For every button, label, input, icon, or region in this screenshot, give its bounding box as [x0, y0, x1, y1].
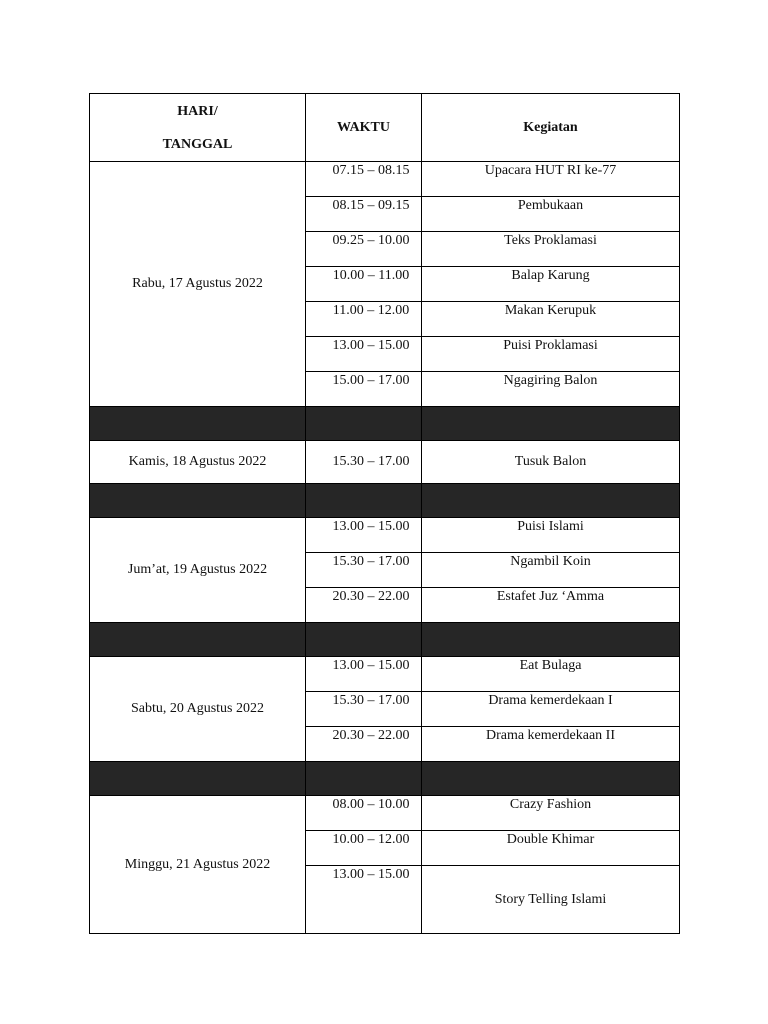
- table-row: [90, 518, 680, 553]
- activity-cell: Eat Bulaga: [422, 657, 680, 692]
- activity-cell: Makan Kerupuk: [422, 302, 680, 337]
- header-row: [90, 94, 680, 162]
- day-cell: Rabu, 17 Agustus 2022: [90, 162, 306, 407]
- time-cell: 15.30 – 17.00: [306, 441, 422, 484]
- activity-cell: Drama kemerdekaan I: [422, 692, 680, 727]
- activity-cell: Pembukaan: [422, 197, 680, 232]
- activity-cell: Teks Proklamasi: [422, 232, 680, 267]
- day-cell: Kamis, 18 Agustus 2022: [90, 441, 306, 484]
- activity-cell: Estafet Juz ‘Amma: [422, 588, 680, 623]
- header-time: WAKTU: [306, 94, 422, 162]
- time-cell: 10.00 – 12.00: [306, 831, 422, 866]
- header-day-line2: TANGGAL: [162, 136, 233, 152]
- time-cell: 08.15 – 09.15: [306, 197, 422, 232]
- time-cell: 11.00 – 12.00: [306, 302, 422, 337]
- time-cell: 13.00 – 15.00: [306, 518, 422, 553]
- day-cell: Jum’at, 19 Agustus 2022: [90, 518, 306, 623]
- header-activity: Kegiatan: [422, 94, 680, 162]
- header-day-date: [90, 94, 306, 162]
- table-row: [90, 657, 680, 692]
- activity-cell: Tusuk Balon: [422, 441, 680, 484]
- activity-cell: Upacara HUT RI ke-77: [422, 162, 680, 197]
- time-cell: 13.00 – 15.00: [306, 657, 422, 692]
- activity-cell: Drama kemerdekaan II: [422, 727, 680, 762]
- time-cell: 15.00 – 17.00: [306, 372, 422, 407]
- day-cell: Sabtu, 20 Agustus 2022: [90, 657, 306, 762]
- table-row: [90, 796, 680, 831]
- header-day-line1: HARI/: [177, 103, 218, 119]
- time-cell: 09.25 – 10.00: [306, 232, 422, 267]
- table-row: [90, 441, 680, 484]
- activity-cell: Double Khimar: [422, 831, 680, 866]
- activity-cell: Ngambil Koin: [422, 553, 680, 588]
- activity-cell: Puisi Islami: [422, 518, 680, 553]
- time-cell: 20.30 – 22.00: [306, 588, 422, 623]
- activity-cell: Puisi Proklamasi: [422, 337, 680, 372]
- table-row: [90, 162, 680, 197]
- day-cell: Minggu, 21 Agustus 2022: [90, 796, 306, 934]
- activity-cell: Balap Karung: [422, 267, 680, 302]
- time-cell: 08.00 – 10.00: [306, 796, 422, 831]
- activity-cell: Story Telling Islami: [422, 866, 680, 934]
- time-cell: 13.00 – 15.00: [306, 866, 422, 934]
- time-cell: 20.30 – 22.00: [306, 727, 422, 762]
- schedule-table: [89, 93, 680, 934]
- activity-cell: Ngagiring Balon: [422, 372, 680, 407]
- separator-row: [90, 484, 680, 518]
- separator-row: [90, 407, 680, 441]
- separator-row: [90, 762, 680, 796]
- separator-row: [90, 623, 680, 657]
- time-cell: 10.00 – 11.00: [306, 267, 422, 302]
- time-cell: 07.15 – 08.15: [306, 162, 422, 197]
- time-cell: 15.30 – 17.00: [306, 692, 422, 727]
- time-cell: 15.30 – 17.00: [306, 553, 422, 588]
- time-cell: 13.00 – 15.00: [306, 337, 422, 372]
- activity-cell: Crazy Fashion: [422, 796, 680, 831]
